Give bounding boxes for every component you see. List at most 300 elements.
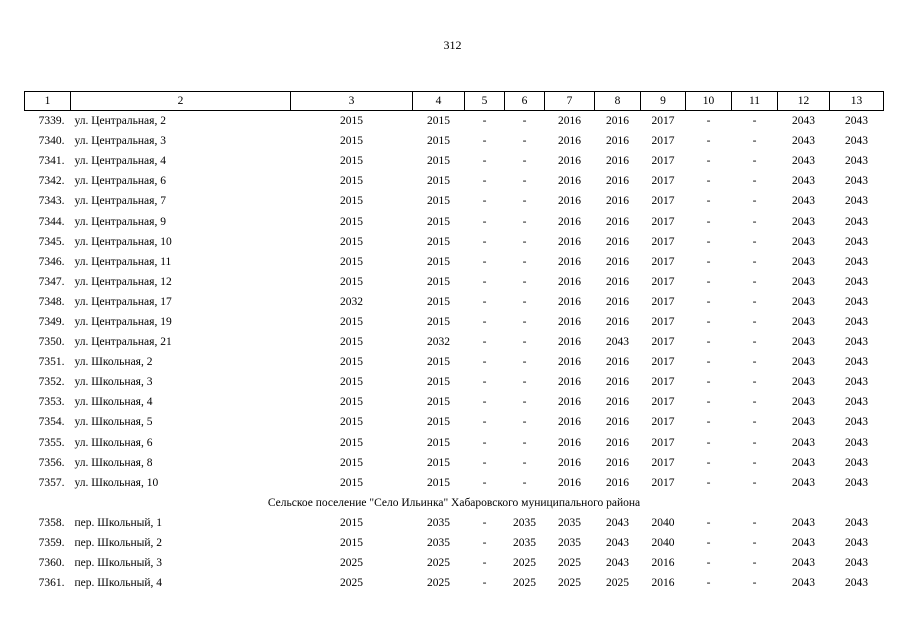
year-cell: 2015 xyxy=(427,396,450,409)
year-cell: 2016 xyxy=(558,235,581,248)
table-row xyxy=(25,191,884,211)
year-cell: - xyxy=(706,516,711,529)
table-row xyxy=(25,372,884,392)
address-cell: ул. Центральная, 12 xyxy=(74,275,172,288)
year-cell: - xyxy=(482,456,487,469)
year-cell: - xyxy=(482,115,487,128)
year-cell: 2016 xyxy=(558,436,581,449)
year-cell: 2043 xyxy=(792,295,815,308)
year-cell: - xyxy=(752,416,757,429)
year-cell: 2016 xyxy=(651,557,675,570)
year-cell: - xyxy=(706,396,711,409)
year-cell: 2025 xyxy=(513,557,536,570)
row-number: 7353. xyxy=(38,396,65,409)
year-cell: 2043 xyxy=(845,456,868,469)
year-cell: - xyxy=(482,336,487,349)
table-body xyxy=(25,111,884,594)
column-header: 1 xyxy=(25,92,71,111)
year-cell: 2043 xyxy=(792,537,815,550)
year-cell: - xyxy=(482,396,487,409)
year-cell: 2043 xyxy=(845,235,868,248)
address-cell: ул. Центральная, 2 xyxy=(74,115,166,128)
row-number: 7345. xyxy=(38,235,65,248)
year-cell: 2015 xyxy=(340,195,363,208)
year-cell: 2043 xyxy=(845,215,868,228)
address-cell: ул. Центральная, 17 xyxy=(74,295,172,308)
year-cell: - xyxy=(752,255,757,268)
year-cell: 2043 xyxy=(845,135,868,148)
table-row xyxy=(25,513,884,533)
row-number: 7360. xyxy=(38,557,65,570)
column-header: 6 xyxy=(505,92,545,111)
year-cell: 2043 xyxy=(606,336,629,349)
year-cell: - xyxy=(522,155,527,168)
address-cell: ул. Центральная, 19 xyxy=(74,315,172,328)
year-cell: - xyxy=(706,557,711,570)
year-cell: 2043 xyxy=(845,155,868,168)
address-cell: пер. Школьный, 4 xyxy=(74,577,162,590)
year-cell: 2017 xyxy=(651,416,675,429)
year-cell: - xyxy=(706,456,711,469)
year-cell: 2043 xyxy=(792,215,815,228)
year-cell: - xyxy=(522,456,527,469)
table-row xyxy=(25,272,884,292)
year-cell: 2035 xyxy=(513,537,536,550)
year-cell: 2017 xyxy=(651,356,675,369)
address-cell: ул. Школьная, 3 xyxy=(74,376,153,389)
address-cell: ул. Центральная, 11 xyxy=(74,255,172,268)
table-row xyxy=(25,232,884,252)
year-cell: - xyxy=(706,235,711,248)
column-header: 5 xyxy=(465,92,505,111)
year-cell: 2017 xyxy=(651,255,675,268)
row-number: 7343. xyxy=(38,195,65,208)
year-cell: 2017 xyxy=(651,476,675,489)
year-cell: 2043 xyxy=(845,336,868,349)
address-cell: пер. Школьный, 1 xyxy=(74,516,162,529)
year-cell: 2016 xyxy=(558,456,581,469)
data-table xyxy=(24,91,884,593)
year-cell: 2025 xyxy=(606,577,629,590)
year-cell: - xyxy=(522,115,527,128)
year-cell: - xyxy=(706,275,711,288)
year-cell: 2043 xyxy=(845,436,868,449)
table-row xyxy=(25,352,884,372)
year-cell: 2015 xyxy=(427,235,450,248)
year-cell: 2043 xyxy=(792,436,815,449)
address-cell: ул. Центральная, 7 xyxy=(74,195,166,208)
year-cell: 2043 xyxy=(792,315,815,328)
year-cell: 2043 xyxy=(845,516,868,529)
year-cell: 2032 xyxy=(427,336,450,349)
year-cell: 2043 xyxy=(792,416,815,429)
row-number: 7352. xyxy=(38,376,65,389)
address-cell: ул. Центральная, 9 xyxy=(74,215,166,228)
year-cell: - xyxy=(706,376,711,389)
year-cell: - xyxy=(706,336,711,349)
year-cell: 2043 xyxy=(845,356,868,369)
year-cell: - xyxy=(752,135,757,148)
year-cell: 2016 xyxy=(558,315,581,328)
year-cell: - xyxy=(752,516,757,529)
year-cell: 2016 xyxy=(651,577,675,590)
column-header: 7 xyxy=(545,92,595,111)
year-cell: 2015 xyxy=(427,416,450,429)
table-row xyxy=(25,433,884,453)
year-cell: 2016 xyxy=(606,456,629,469)
year-cell: - xyxy=(482,215,487,228)
year-cell: - xyxy=(482,275,487,288)
year-cell: 2015 xyxy=(340,135,363,148)
year-cell: - xyxy=(482,376,487,389)
year-cell: 2016 xyxy=(558,295,581,308)
table-row xyxy=(25,392,884,412)
year-cell: - xyxy=(482,155,487,168)
year-cell: 2017 xyxy=(651,295,675,308)
year-cell: 2015 xyxy=(340,336,363,349)
year-cell: 2043 xyxy=(792,155,815,168)
year-cell: 2015 xyxy=(340,155,363,168)
table-row xyxy=(25,332,884,352)
row-number: 7355. xyxy=(38,436,65,449)
year-cell: 2016 xyxy=(606,376,629,389)
year-cell: - xyxy=(522,215,527,228)
year-cell: 2017 xyxy=(651,235,675,248)
year-cell: 2015 xyxy=(340,516,363,529)
year-cell: 2015 xyxy=(340,416,363,429)
year-cell: 2017 xyxy=(651,396,675,409)
year-cell: 2017 xyxy=(651,215,675,228)
year-cell: 2015 xyxy=(340,476,363,489)
section-title: Сельское поселение "Село Ильинка" Хабаровского муниципального района xyxy=(267,496,641,509)
year-cell: - xyxy=(706,356,711,369)
year-cell: 2040 xyxy=(651,516,675,529)
year-cell: 2017 xyxy=(651,376,675,389)
address-cell: ул. Школьная, 4 xyxy=(74,396,153,409)
year-cell: - xyxy=(522,135,527,148)
year-cell: 2043 xyxy=(792,175,815,188)
year-cell: 2043 xyxy=(792,195,815,208)
year-cell: 2025 xyxy=(427,577,450,590)
row-number: 7351. xyxy=(38,356,65,369)
year-cell: 2016 xyxy=(606,255,629,268)
year-cell: - xyxy=(752,396,757,409)
row-number: 7339. xyxy=(38,115,65,128)
column-header: 8 xyxy=(595,92,641,111)
year-cell: - xyxy=(482,537,487,550)
page-number: 312 xyxy=(443,38,462,52)
year-cell: 2016 xyxy=(558,476,581,489)
year-cell: 2016 xyxy=(606,135,629,148)
address-cell: ул. Центральная, 10 xyxy=(74,235,172,248)
table-row xyxy=(25,151,884,171)
year-cell: 2043 xyxy=(606,557,629,570)
year-cell: 2017 xyxy=(651,456,675,469)
year-cell: - xyxy=(522,195,527,208)
year-cell: 2015 xyxy=(427,436,450,449)
year-cell: 2025 xyxy=(558,577,581,590)
year-cell: 2043 xyxy=(845,255,868,268)
year-cell: 2043 xyxy=(792,235,815,248)
year-cell: 2035 xyxy=(427,516,450,529)
year-cell: 2017 xyxy=(651,436,675,449)
year-cell: 2043 xyxy=(792,396,815,409)
year-cell: 2016 xyxy=(606,115,629,128)
year-cell: - xyxy=(706,115,711,128)
year-cell: - xyxy=(482,195,487,208)
column-header: 10 xyxy=(686,92,732,111)
year-cell: 2016 xyxy=(606,275,629,288)
year-cell: 2015 xyxy=(427,255,450,268)
year-cell: - xyxy=(482,557,487,570)
year-cell: 2015 xyxy=(340,255,363,268)
year-cell: 2017 xyxy=(651,115,675,128)
table-row xyxy=(25,171,884,191)
year-cell: 2043 xyxy=(845,195,868,208)
year-cell: 2016 xyxy=(606,356,629,369)
year-cell: - xyxy=(706,175,711,188)
year-cell: 2016 xyxy=(558,336,581,349)
year-cell: - xyxy=(706,416,711,429)
year-cell: 2017 xyxy=(651,155,675,168)
year-cell: - xyxy=(706,135,711,148)
header-row xyxy=(25,92,884,111)
year-cell: - xyxy=(752,315,757,328)
year-cell: 2015 xyxy=(427,175,450,188)
year-cell: 2015 xyxy=(427,155,450,168)
year-cell: 2017 xyxy=(651,336,675,349)
row-number: 7354. xyxy=(38,416,65,429)
table-row xyxy=(25,473,884,493)
year-cell: 2043 xyxy=(606,516,629,529)
year-cell: - xyxy=(706,436,711,449)
table-row xyxy=(25,292,884,312)
year-cell: - xyxy=(482,255,487,268)
year-cell: 2016 xyxy=(606,215,629,228)
row-number: 7356. xyxy=(38,456,65,469)
year-cell: - xyxy=(522,436,527,449)
address-cell: ул. Центральная, 6 xyxy=(74,175,166,188)
year-cell: 2016 xyxy=(558,115,581,128)
year-cell: - xyxy=(522,235,527,248)
year-cell: 2016 xyxy=(606,295,629,308)
year-cell: - xyxy=(482,235,487,248)
column-header: 2 xyxy=(71,92,291,111)
year-cell: 2025 xyxy=(427,557,450,570)
year-cell: 2043 xyxy=(792,476,815,489)
year-cell: 2016 xyxy=(558,195,581,208)
year-cell: 2043 xyxy=(845,295,868,308)
row-number: 7361. xyxy=(38,577,65,590)
year-cell: 2015 xyxy=(427,115,450,128)
address-cell: ул. Школьная, 5 xyxy=(74,416,153,429)
year-cell: 2015 xyxy=(427,356,450,369)
address-cell: ул. Школьная, 6 xyxy=(74,436,153,449)
year-cell: - xyxy=(482,516,487,529)
year-cell: - xyxy=(752,336,757,349)
table-header xyxy=(25,92,884,111)
year-cell: 2035 xyxy=(558,516,581,529)
year-cell: 2016 xyxy=(606,476,629,489)
year-cell: 2015 xyxy=(427,295,450,308)
year-cell: 2015 xyxy=(340,115,363,128)
year-cell: 2015 xyxy=(427,135,450,148)
year-cell: 2025 xyxy=(513,577,536,590)
year-cell: 2043 xyxy=(792,336,815,349)
year-cell: 2016 xyxy=(558,155,581,168)
year-cell: 2025 xyxy=(340,557,363,570)
address-cell: пер. Школьный, 2 xyxy=(74,537,162,550)
address-cell: ул. Школьная, 8 xyxy=(74,456,153,469)
year-cell: 2016 xyxy=(558,135,581,148)
year-cell: - xyxy=(522,295,527,308)
year-cell: - xyxy=(752,557,757,570)
year-cell: 2043 xyxy=(845,476,868,489)
year-cell: - xyxy=(752,215,757,228)
year-cell: - xyxy=(752,235,757,248)
row-number: 7344. xyxy=(38,215,65,228)
table-row xyxy=(25,533,884,553)
year-cell: 2043 xyxy=(792,135,815,148)
year-cell: 2016 xyxy=(558,396,581,409)
year-cell: 2016 xyxy=(606,235,629,248)
year-cell: - xyxy=(482,476,487,489)
year-cell: 2015 xyxy=(427,376,450,389)
row-number: 7341. xyxy=(38,155,65,168)
table-row xyxy=(25,453,884,473)
year-cell: - xyxy=(522,255,527,268)
year-cell: 2017 xyxy=(651,275,675,288)
year-cell: - xyxy=(706,537,711,550)
address-cell: ул. Школьная, 2 xyxy=(74,356,153,369)
year-cell: 2043 xyxy=(845,577,868,590)
year-cell: 2017 xyxy=(651,135,675,148)
year-cell: 2015 xyxy=(427,456,450,469)
year-cell: - xyxy=(482,295,487,308)
year-cell: 2017 xyxy=(651,175,675,188)
year-cell: 2017 xyxy=(651,315,675,328)
year-cell: 2043 xyxy=(792,275,815,288)
year-cell: 2043 xyxy=(845,557,868,570)
year-cell: 2015 xyxy=(427,215,450,228)
row-number: 7349. xyxy=(38,315,65,328)
year-cell: 2043 xyxy=(792,456,815,469)
year-cell: 2016 xyxy=(558,416,581,429)
table-row xyxy=(25,252,884,272)
year-cell: 2015 xyxy=(340,537,363,550)
address-cell: ул. Центральная, 4 xyxy=(74,155,166,168)
year-cell: - xyxy=(752,356,757,369)
year-cell: 2016 xyxy=(606,155,629,168)
year-cell: 2035 xyxy=(558,537,581,550)
year-cell: - xyxy=(752,295,757,308)
year-cell: 2043 xyxy=(845,537,868,550)
year-cell: - xyxy=(752,115,757,128)
year-cell: - xyxy=(752,155,757,168)
year-cell: 2043 xyxy=(792,255,815,268)
year-cell: - xyxy=(522,476,527,489)
year-cell: - xyxy=(482,135,487,148)
year-cell: 2016 xyxy=(606,315,629,328)
year-cell: - xyxy=(522,396,527,409)
year-cell: 2016 xyxy=(606,416,629,429)
table-row xyxy=(25,573,884,593)
year-cell: - xyxy=(752,175,757,188)
year-cell: - xyxy=(752,577,757,590)
year-cell: - xyxy=(482,416,487,429)
row-number: 7358. xyxy=(38,516,65,529)
year-cell: 2016 xyxy=(606,396,629,409)
year-cell: 2015 xyxy=(427,476,450,489)
year-cell: 2035 xyxy=(427,537,450,550)
row-number: 7348. xyxy=(38,295,65,308)
year-cell: 2016 xyxy=(606,195,629,208)
year-cell: 2043 xyxy=(792,557,815,570)
year-cell: 2032 xyxy=(340,295,363,308)
row-number: 7346. xyxy=(38,255,65,268)
year-cell: 2043 xyxy=(792,577,815,590)
table-row xyxy=(25,211,884,231)
year-cell: 2016 xyxy=(558,356,581,369)
year-cell: 2043 xyxy=(606,537,629,550)
table-row xyxy=(25,312,884,332)
year-cell: - xyxy=(522,275,527,288)
column-header: 12 xyxy=(778,92,830,111)
address-cell: ул. Школьная, 10 xyxy=(74,476,159,489)
year-cell: - xyxy=(706,155,711,168)
year-cell: 2016 xyxy=(558,275,581,288)
year-cell: - xyxy=(522,416,527,429)
year-cell: - xyxy=(752,195,757,208)
year-cell: 2043 xyxy=(845,175,868,188)
year-cell: - xyxy=(706,577,711,590)
year-cell: 2015 xyxy=(340,396,363,409)
year-cell: 2043 xyxy=(792,516,815,529)
year-cell: 2015 xyxy=(427,195,450,208)
year-cell: - xyxy=(482,315,487,328)
table-row xyxy=(25,131,884,151)
year-cell: 2043 xyxy=(845,315,868,328)
year-cell: - xyxy=(752,376,757,389)
year-cell: - xyxy=(706,295,711,308)
year-cell: - xyxy=(482,175,487,188)
year-cell: - xyxy=(752,275,757,288)
year-cell: 2015 xyxy=(340,356,363,369)
year-cell: - xyxy=(706,315,711,328)
year-cell: 2043 xyxy=(792,376,815,389)
year-cell: 2043 xyxy=(792,115,815,128)
year-cell: 2015 xyxy=(340,215,363,228)
year-cell: - xyxy=(482,356,487,369)
year-cell: 2035 xyxy=(513,516,536,529)
year-cell: - xyxy=(522,175,527,188)
year-cell: 2043 xyxy=(845,396,868,409)
year-cell: - xyxy=(752,537,757,550)
year-cell: 2016 xyxy=(606,175,629,188)
year-cell: 2016 xyxy=(558,255,581,268)
column-header: 13 xyxy=(830,92,884,111)
year-cell: - xyxy=(706,195,711,208)
year-cell: - xyxy=(522,315,527,328)
year-cell: 2043 xyxy=(792,356,815,369)
row-number: 7342. xyxy=(38,175,65,188)
year-cell: 2025 xyxy=(558,557,581,570)
year-cell: - xyxy=(752,476,757,489)
address-cell: ул. Центральная, 3 xyxy=(74,135,166,148)
table-row xyxy=(25,111,884,132)
year-cell: - xyxy=(706,215,711,228)
year-cell: - xyxy=(752,456,757,469)
